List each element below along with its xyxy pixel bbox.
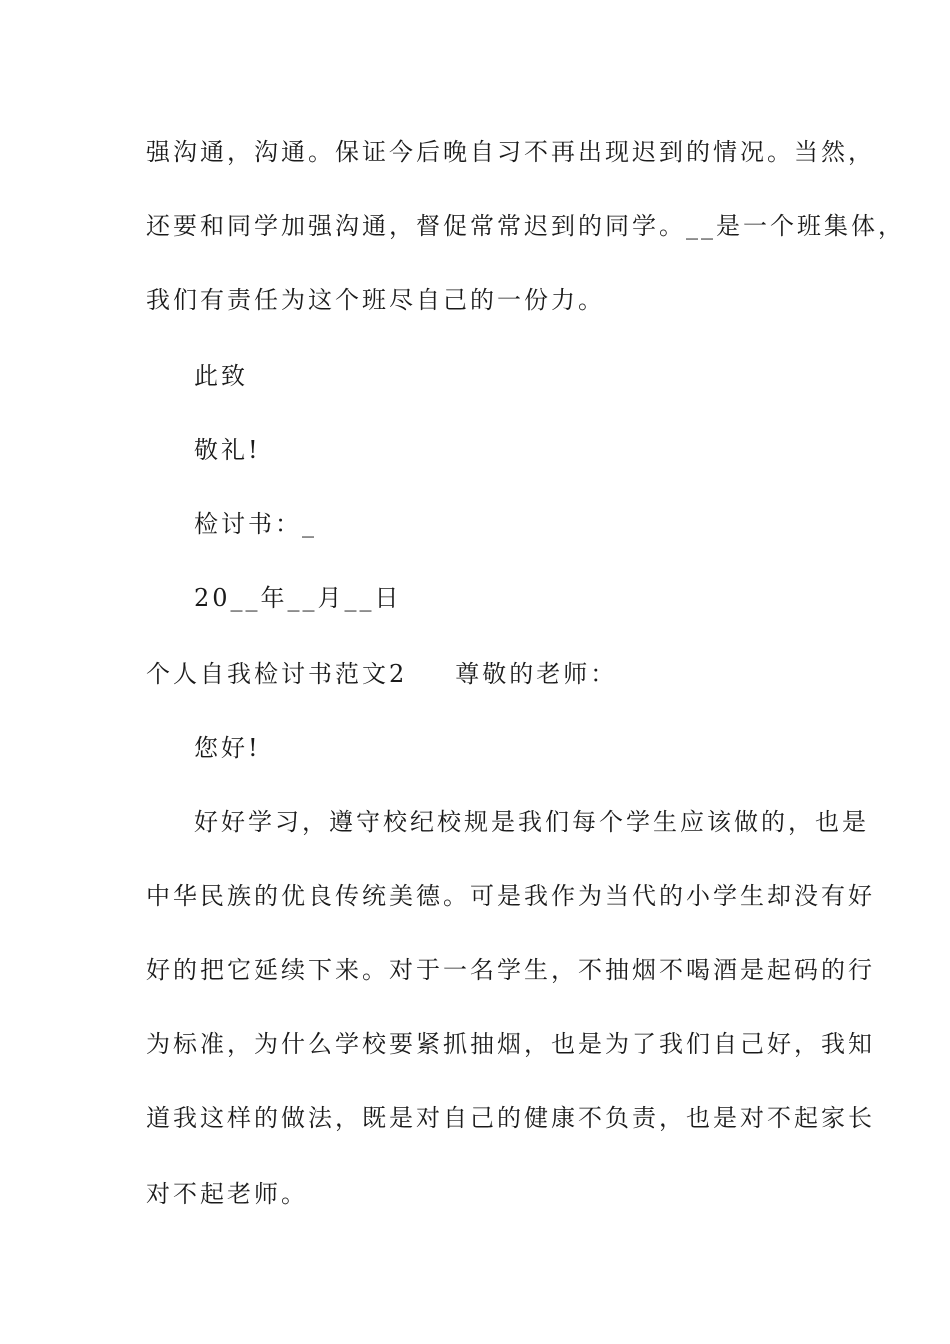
paragraph-line: 好的把它延续下来。对于一名学生，不抽烟不喝酒是起码的行 bbox=[146, 956, 875, 984]
paragraph-line: 为标准，为什么学校要紧抓抽烟，也是为了我们自己好，我知 bbox=[146, 1030, 875, 1058]
salutation: 尊敬的老师： bbox=[455, 660, 618, 688]
section-heading-row bbox=[146, 658, 826, 690]
paragraph-line: 我们有责任为这个班尽自己的一份力。 bbox=[146, 286, 605, 314]
paragraph-line: 中华民族的优良传统美德。可是我作为当代的小学生却没有好 bbox=[146, 882, 875, 910]
date-line: 20__年__月__日 bbox=[194, 584, 402, 612]
paragraph-line: 对不起老师。 bbox=[146, 1180, 308, 1208]
closing-ci-zhi: 此致 bbox=[194, 362, 248, 390]
closing-jing-li: 敬礼! bbox=[194, 436, 261, 464]
section-heading: 个人自我检讨书范文2 bbox=[146, 660, 408, 688]
paragraph-line: 道我这样的做法，既是对自己的健康不负责，也是对不起家长 bbox=[146, 1104, 875, 1132]
greeting: 您好! bbox=[194, 734, 261, 762]
paragraph-line: 强沟通，沟通。保证今后晚自习不再出现迟到的情况。当然， bbox=[146, 138, 875, 166]
paragraph-line: 还要和同学加强沟通，督促常常迟到的同学。__是一个班集体， bbox=[146, 212, 905, 240]
paragraph-line: 好好学习，遵守校纪校规是我们每个学生应该做的，也是 bbox=[194, 808, 869, 836]
signature-line: 检讨书：_ bbox=[194, 510, 317, 538]
